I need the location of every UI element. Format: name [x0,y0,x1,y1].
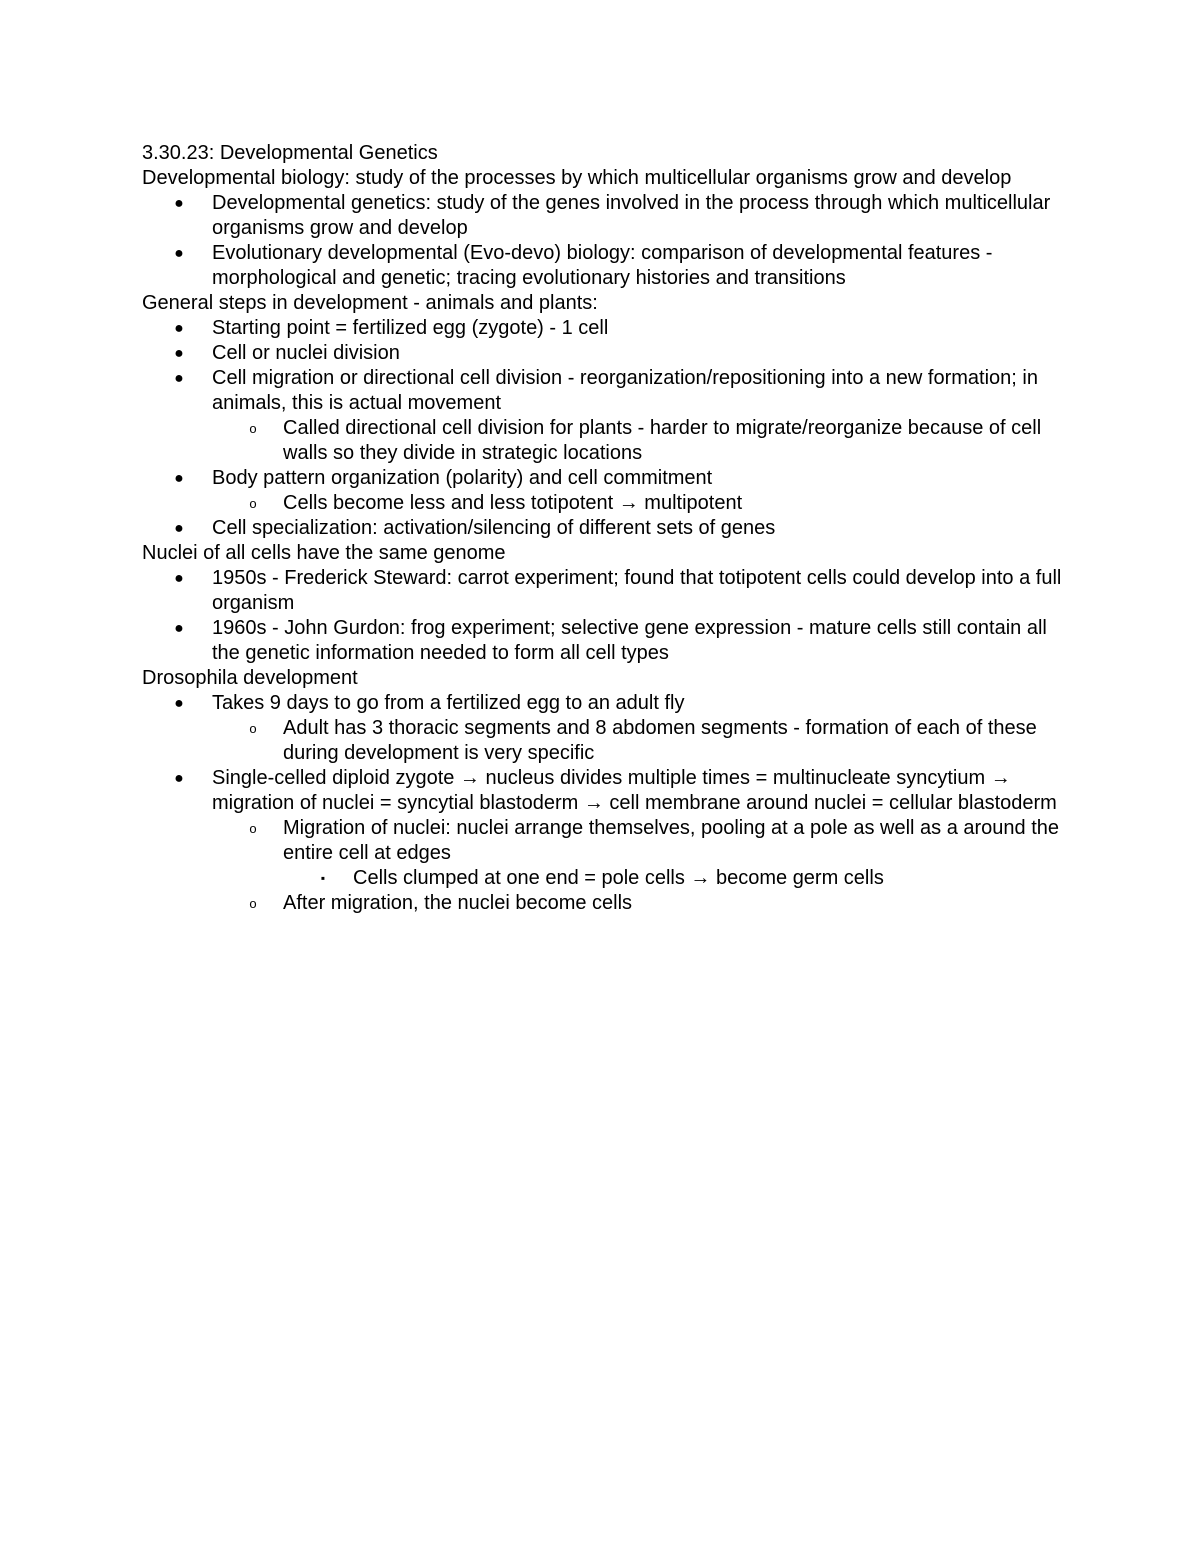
line-text: Cell or nuclei division [212,342,400,364]
bullet-icon: ● [174,470,184,487]
bullet-item [142,766,1072,816]
line-text: Developmental biology: study of the processes by which multicellular organisms grow and develop [142,167,1012,189]
circle-bullet-icon: o [249,821,257,836]
heading-line [142,541,1072,566]
line-text: Nuclei of all cells have the same genome [142,542,506,564]
sub-bullet-item [142,416,1072,466]
sub-bullet-item [142,716,1072,766]
heading-line [142,166,1072,191]
circle-bullet-icon: o [249,721,257,736]
bullet-icon: ● [174,770,184,787]
line-text: Called directional cell division for plants - harder to migrate/reorganize because of cell walls so they divide in strategic locations [283,417,1042,464]
bullet-icon: ● [174,370,184,387]
bullet-icon: ● [174,195,184,212]
line-text: Cells become less and less totipotent → multipotent [283,492,743,514]
sub-sub-bullet-item [142,866,1072,891]
bullet-item [142,316,1072,341]
square-bullet-icon: ▪ [320,871,326,885]
line-text: Cell specialization: activation/silencing of different sets of genes [212,517,776,539]
line-text: Single-celled diploid zygote → nucleus divides multiple times = multinucleate syncytium → migration of nuclei = syncytial blastoderm → cell membrane around nuclei = cellular blastoderm [212,767,1057,814]
bullet-item [142,191,1072,241]
line-text: Developmental genetics: study of the genes involved in the process through which multicellular organisms grow and develop [212,192,1051,239]
bullet-icon: ● [174,345,184,362]
circle-bullet-icon: o [249,421,257,436]
line-text: Evolutionary developmental (Evo-devo) biology: comparison of developmental features - morphological and genetic; tracing evolutionary histories and transitions [212,242,993,289]
circle-bullet-icon: o [249,496,257,511]
bullet-item [142,516,1072,541]
line-text: After migration, the nuclei become cells [283,892,633,914]
document-body [142,141,1072,916]
circle-bullet-icon: o [249,896,257,911]
line-text: General steps in development - animals and plants: [142,292,598,314]
document-title: 3.30.23: Developmental Genetics [142,142,438,164]
bullet-item [142,366,1072,416]
bullet-icon: ● [174,245,184,262]
bullet-item [142,466,1072,491]
line-text: Starting point = fertilized egg (zygote) - 1 cell [212,317,609,339]
bullet-item [142,616,1072,666]
line-text: 1950s - Frederick Steward: carrot experiment; found that totipotent cells could develop into a full organism [212,567,1062,614]
bullet-item [142,691,1072,716]
line-text: Drosophila development [142,667,358,689]
line-text: Adult has 3 thoracic segments and 8 abdomen segments - formation of each of these during development is very specific [283,717,1037,764]
bullet-icon: ● [174,520,184,537]
bullet-icon: ● [174,320,184,337]
sub-bullet-item [142,491,1072,516]
bullet-item [142,341,1072,366]
line-text: Cell migration or directional cell division - reorganization/repositioning into a new formation; in animals, this is actual movement [212,367,1038,414]
heading-line [142,291,1072,316]
heading-line [142,666,1072,691]
bullet-icon: ● [174,570,184,587]
line-text: Body pattern organization (polarity) and cell commitment [212,467,713,489]
line-text: Cells clumped at one end = pole cells → become germ cells [353,867,884,889]
bullet-item [142,566,1072,616]
sub-bullet-item [142,816,1072,866]
line-text: Migration of nuclei: nuclei arrange themselves, pooling at a pole as well as a around the entire cell at edges [283,817,1060,864]
bullet-item [142,241,1072,291]
line-text: 1960s - John Gurdon: frog experiment; selective gene expression - mature cells still contain all the genetic information needed to form all cell types [212,617,1047,664]
line-text: Takes 9 days to go from a fertilized egg to an adult fly [212,692,685,714]
sub-bullet-item [142,891,1072,916]
bullet-icon: ● [174,695,184,712]
bullet-icon: ● [174,620,184,637]
